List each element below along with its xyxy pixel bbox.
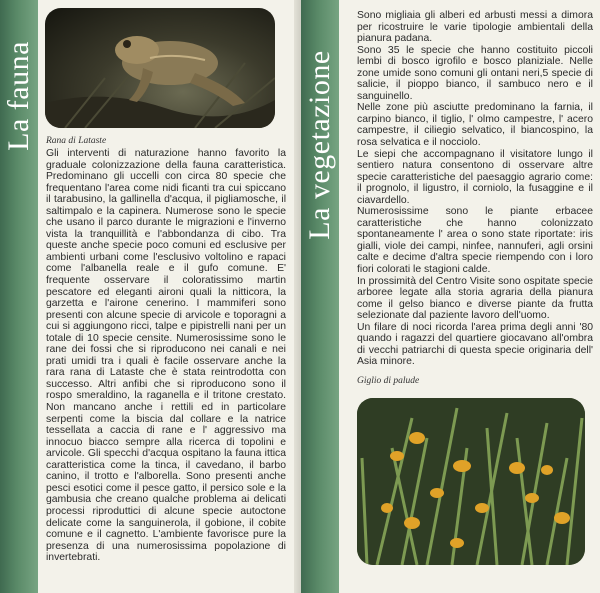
vegetazione-paragraph: Nelle zone più asciutte predominano la farnia, il carpino bianco, il tiglio, l' olmo campestre, l' acero campestre, il ciliegio selvatico, il biancospino, la rosa selvatica e il nocciolo. [357, 102, 593, 149]
fauna-title-band [0, 0, 38, 593]
lily-caption: Giglio di palude [357, 376, 420, 386]
vegetazione-title-band [301, 0, 339, 593]
page-fold [294, 0, 301, 593]
fauna-panel [38, 0, 294, 593]
frog-photo [45, 8, 275, 128]
fauna-paragraph: Gli interventi di naturazione hanno favorito la graduale colonizzazione della fauna caratteristica. Predominano gli uccelli con circa 80 specie che frequentano l'area come nidi ficanti tra cui spiccano il tarabusino, la gallinella d'acqua, il pigliamosche, il saltimpalo e la capinera. Numerose sono le specie che usano il parco durante le migrazioni e l'inverno vista la tranquillità e l'abbondanza di cibo. Tra queste anche specie poco comuni ed esclusive per ambienti urbani come l'esclusivo voltolino e rapaci come l'albanella reale e il gufo comune. E' frequente osservare il coloratissimo martin pescatore ed eleganti aironi quali la nitticora, la garzetta e l'airone cenerino. I mammiferi sono presenti con alcune specie di arvicole e toporagni a cui si aggiungono ricci, talpe e pipistrelli nani per un totale di 10 specie censite. Numerosissime sono le rane dei fossi che si riproducono nei canali e nei prati umidi tra i quali è facile osservare anche la rara rana di Lataste che è stata reintrodotta con successo. Altri anfibi che si riproducono sono il rospo smeraldino, la raganella e il tritone crestato. Non mancano anche i rettili ed in particolare serpenti come la biscia dal collare e la natrice tessellata a caccia di rane e l' aggressivo ma innocuo biacco sempre alla ricerca di topolini e arvicole. Gli specchi d'acqua ospitano la fauna ittica caratteristica come la tinca, il cavedano, il barbo canino, il trotto e l'alborella. Sono presenti anche pesci esotici come il pesce gatto, il persico sole e la gambusia che creano qualche problema ai delicati processi riproduttici di alcune specie autoctone delicate come la sanguinerola, il gobione, il cobite comune e il cagnetto. L'ambiente favorisce pure la presenza di una numerosissima popolazione di invertebrati. [46, 148, 286, 564]
fauna-text [46, 148, 286, 564]
iris-photo [357, 398, 585, 565]
frog-illustration [45, 8, 275, 128]
vegetazione-paragraph: Sono 35 le specie che hanno costituito piccoli lembi di bosco igrofilo e bosco planiziale. Nelle zone umide sono comuni gli ontani neri,5 specie di salicie, il pioppo bianco, il sambuco nero e il sanguinello. [357, 44, 593, 102]
frog-caption: Rana di Lataste [46, 136, 107, 146]
vegetazione-panel [339, 0, 600, 593]
vegetazione-text [357, 10, 593, 368]
vegetazione-paragraph: Un filare di noci ricorda l'area prima degli anni '80 quando i ragazzi del quartiere giocavano all'ombra di vecchi patriarchi di questa specie originaria dell' Asia minore. [357, 321, 593, 368]
vegetazione-paragraph: Numerosissime sono le piante erbacee caratteristiche che hanno colonizzato spontaneamente l' area o sono state riportate: iris gialli, viole dei campi, ninfee, nannuferi, agli orsini calte e decime d'altra specie riempendo con i loro fiori colorati le stagioni calde. [357, 206, 593, 276]
iris-illustration [357, 398, 585, 565]
vegetazione-paragraph: Le siepi che accompagnano il visitatore lungo il sentiero natura consentono di osservare altre specie caratteristiche del paesaggio agrario come: il prognolo, il ligustro, il corniolo, la fusaggine e il ciavardello. [357, 148, 593, 206]
fauna-title: La fauna [2, 41, 35, 151]
vegetazione-paragraph: Sono migliaia gli alberi ed arbusti messi a dimora per ricostruire le varie tipologie ambientali della pianura padana. [357, 10, 593, 45]
vegetazione-title: La vegetazione [303, 50, 336, 240]
vegetazione-paragraph: In prossimità del Centro Visite sono ospitate specie arboree legate alla storia agraria della pianura come il gelso bianco e diverse piante da frutta selezionate dal paziente lavoro dell'uomo. [357, 275, 593, 322]
